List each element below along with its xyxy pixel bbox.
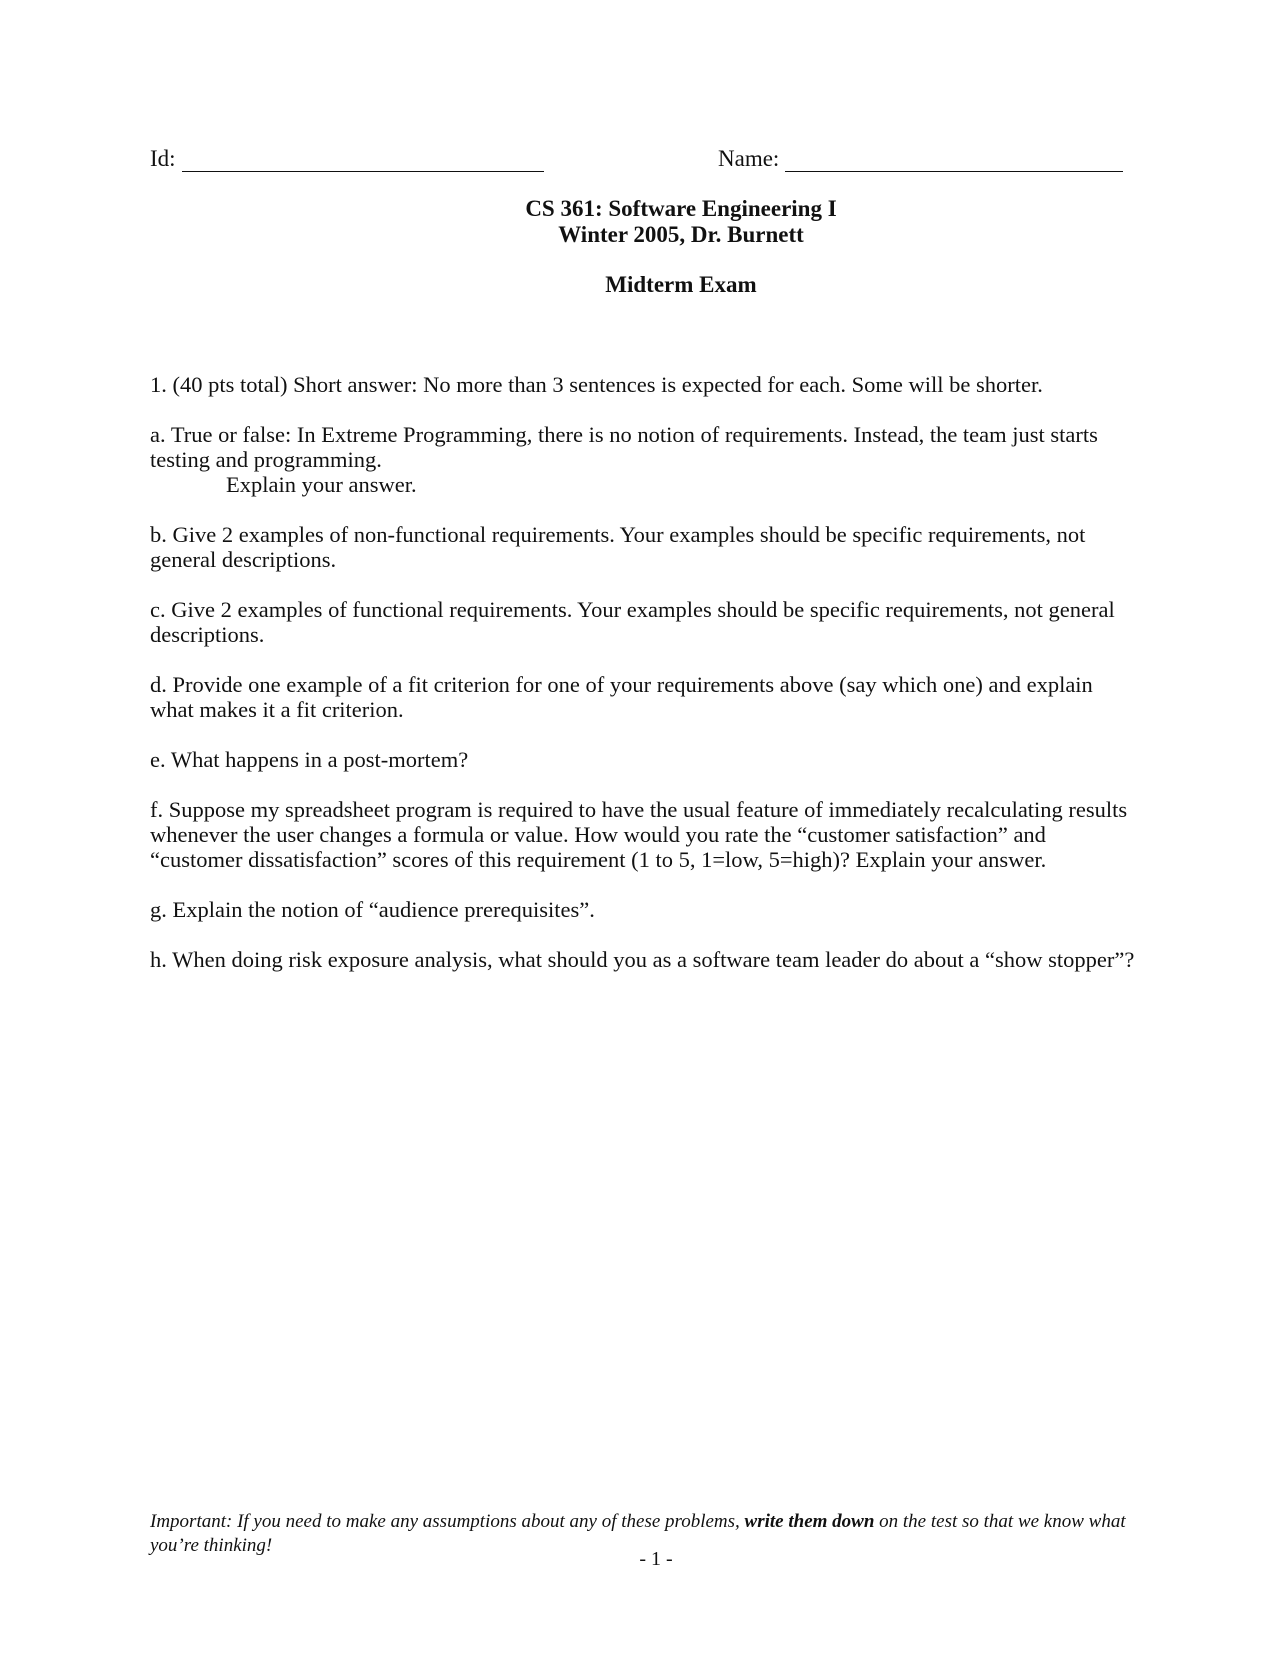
important-note-suffix: on the test so that we know what you’re thinking! — [150, 1511, 1126, 1556]
term-instructor: Winter 2005, Dr. Burnett — [558, 222, 804, 247]
question-1c: c. Give 2 examples of functional requirements. Your examples should be specific requirements, not general descriptions. — [150, 597, 1115, 647]
question-1h: h. When doing risk exposure analysis, what should you as a software team leader do about a “show stopper”? — [150, 947, 1135, 972]
id-blank-line[interactable] — [182, 149, 544, 172]
question-1a-text: a. True or false: In Extreme Programming, there is no notion of requirements. Instead, the team just starts testing and programming. — [150, 422, 1098, 472]
id-name-row — [150, 146, 1130, 176]
name-blank-line[interactable] — [785, 149, 1123, 172]
questions-section — [150, 372, 1140, 997]
id-field — [150, 146, 544, 172]
important-note-prefix: Important: If you need to make any assumptions about any of these problems, — [150, 1511, 745, 1532]
course-title: CS 361: Software Engineering I — [525, 196, 837, 221]
question-1g: g. Explain the notion of “audience prerequisites”. — [150, 897, 595, 922]
name-field — [718, 146, 1123, 172]
exam-header — [0, 196, 1280, 298]
name-label: Name: — [718, 146, 780, 171]
question-1a — [150, 422, 1140, 497]
page-number: - 1 - — [639, 1548, 673, 1570]
id-label: Id: — [150, 146, 176, 171]
question-1: 1. (40 pts total) Short answer: No more than 3 sentences is expected for each. Some will be shorter. — [150, 372, 1043, 397]
question-1d: d. Provide one example of a fit criterion for one of your requirements above (say which one) and explain what makes it a fit criterion. — [150, 672, 1093, 722]
important-note-bold: write them down — [744, 1511, 875, 1532]
exam-title: Midterm Exam — [605, 272, 757, 297]
question-1f: f. Suppose my spreadsheet program is required to have the usual feature of immediately recalculating results whenever the user changes a formula or value. How would you rate the “customer satisfaction” and “customer dissatisfaction” scores of this requirement (1 to 5, 1=low, 5=high)? Explain your answer. — [150, 797, 1128, 872]
question-1a-explain: Explain your answer. — [226, 472, 417, 497]
question-1b: b. Give 2 examples of non-functional requirements. Your examples should be specific requirements, not general descriptions. — [150, 522, 1086, 572]
question-1e: e. What happens in a post-mortem? — [150, 747, 469, 772]
